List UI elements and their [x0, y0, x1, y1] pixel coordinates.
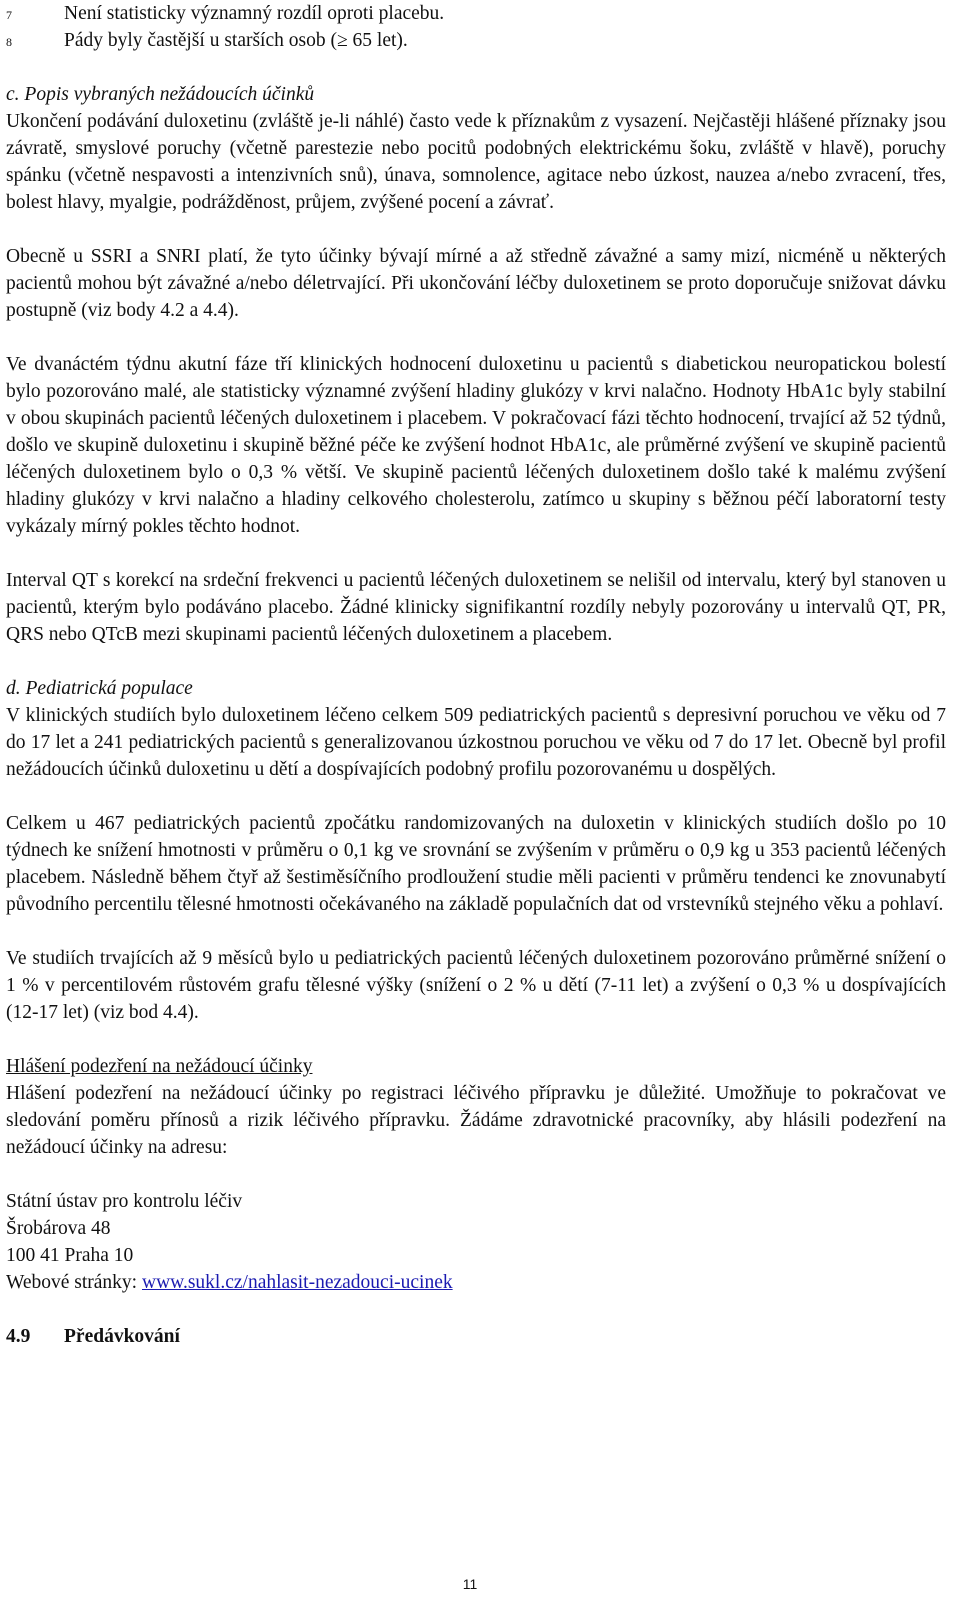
web-link[interactable]: www.sukl.cz/nahlasit-nezadouci-ucinek [141, 1272, 453, 1293]
section-number: 4.9 [6, 1326, 31, 1347]
section-d-paragraph-3: Ve studiích trvajících až 9 měsíců bylo u pediatrických pacientů léčených duloxetinem pozorováno průměrné snížení o 1 % v percentilovém růstovém grafu tělesné výšky (snížení o 2 % u dětí (7-11 let) a zvýšení o 0,3 % u dospívajících (12-17 let) (viz bod 4.4). [6, 948, 946, 1023]
spacer [6, 1296, 946, 1323]
section-c-paragraph-1: Ukončení podávání duloxetinu (zvláště je-li náhlé) často vede k příznakům z vysazení. Nejčastěji hlášené příznaky jsou závratě, smyslové poruchy (včetně parestezie nebo pocitů podobných elektrickému šoku, zvláště v hlavě), poruchy spánku (včetně nespavosti a intenzivních snů), únava, somnolence, agitace nebo úzkost, nauzea a/nebo zvracení, třes, bolest hlavy, myalgie, podrážděnost, průjem, zvýšené pocení a závrať. [6, 111, 946, 213]
footnote-7 [6, 0, 946, 27]
page-number: 11 [462, 1576, 478, 1592]
spacer [6, 54, 946, 81]
address-street: Šrobárova 48 [6, 1218, 111, 1239]
footnote-8 [6, 27, 946, 54]
section-d-paragraph-2: Celkem u 467 pediatrických pacientů zpočátku randomizovaných na duloxetin v klinických studiích došlo po 10 týdnech ke snížení hmotnosti v průměru o 0,1 kg ve srovnání se zvýšením v průměru o 0,9 kg u 353 pacientů léčených placebem. Následně během čtyř až šestiměsíčního prodloužení studie měli pacienti v průměru tendenci ke znovunabytí původního percentilu tělesné hmotnosti očekávaného na základě populačních dat od vrstevníků stejného věku a pohlaví. [6, 813, 946, 915]
footnote-number: 8 [6, 35, 12, 49]
section-c-paragraph-2: Obecně u SSRI a SNRI platí, že tyto účinky bývají mírné a až středně závažné a samy mizí, nicméně u některých pacientů mohou být závažné a/nebo déletrvající. Při ukončování léčby duloxetinem se proto doporučuje snižovat dávku postupně (viz body 4.2 a 4.4). [6, 246, 946, 321]
reporting-text: Hlášení podezření na nežádoucí účinky po registraci léčivého přípravku je důležité. Umožňuje to pokračovat ve sledování poměru přínosů a rizik léčivého přípravku. Žádáme zdravotnické pracovníky, aby hlásili podezření na nežádoucí účinky na adresu: [6, 1083, 946, 1158]
spacer [6, 1026, 946, 1053]
footnote-text: Pády byly častější u starších osob (≥ 65 let). [64, 30, 408, 51]
spacer [6, 540, 946, 567]
footnote-number: 7 [6, 8, 12, 22]
spacer [6, 783, 946, 810]
section-c-paragraph-3: Ve dvanáctém týdnu akutní fáze tří klinických hodnocení duloxetinu u pacientů s diabetickou neuropatickou bolestí bylo pozorováno malé, ale statisticky významné zvýšení hladiny glukózy v krvi nalačno. Hodnoty HbA1c byly stabilní v obou skupinách pacientů léčených duloxetinem i placebem. V pokračovací fázi těchto hodnocení, trvající až 52 týdnů, došlo ve skupině duloxetinu i skupině běžné péče ke zvýšení hodnot HbA1c, ale průměrné zvýšení ve skupině pacientů léčených duloxetinem bylo o 0,3 % větší. Ve skupině pacientů léčených duloxetinem došlo také k malému zvýšení hladiny glukózy v krvi nalačno a hladiny celkového cholesterolu, zatímco u skupiny s běžnou péčí laboratorní testy vykázaly mírný pokles těchto hodnot. [6, 354, 946, 537]
spacer [6, 324, 946, 351]
section-d-heading: d. Pediatrická populace [6, 678, 193, 699]
section-4-9-heading [6, 1323, 946, 1350]
address-name: Státní ústav pro kontrolu léčiv [6, 1191, 243, 1212]
reporting-heading: Hlášení podezření na nežádoucí účinky [6, 1056, 313, 1077]
document-page [6, 0, 946, 1350]
web-label: Webové stránky: [6, 1272, 142, 1293]
section-title: Předávkování [64, 1326, 180, 1347]
spacer [6, 918, 946, 945]
spacer [6, 1161, 946, 1188]
footnote-text: Není statisticky významný rozdíl oproti placebu. [64, 3, 445, 24]
section-c-paragraph-4: Interval QT s korekcí na srdeční frekvenci u pacientů léčených duloxetinem se nelišil od intervalu, který byl stanoven u pacientů, kterým bylo podáváno placebo. Žádné klinicky signifikantní rozdíly nebyly pozorovány u intervalů QT, PR, QRS nebo QTcB mezi skupinami pacientů léčených duloxetinem a placebem. [6, 570, 946, 645]
spacer [6, 648, 946, 675]
spacer [6, 216, 946, 243]
section-c-heading: c. Popis vybraných nežádoucích účinků [6, 84, 315, 105]
section-d-paragraph-1: V klinických studiích bylo duloxetinem léčeno celkem 509 pediatrických pacientů s depresivní poruchou ve věku od 7 do 17 let a 241 pediatrických pacientů s generalizovanou úzkostnou poruchou ve věku od 7 do 17 let. Obecně byl profil nežádoucích účinků duloxetinu u dětí a dospívajících podobný profilu pozorovanému u dospělých. [6, 705, 946, 780]
address-web [6, 1269, 946, 1296]
address-city: 100 41 Praha 10 [6, 1245, 134, 1266]
